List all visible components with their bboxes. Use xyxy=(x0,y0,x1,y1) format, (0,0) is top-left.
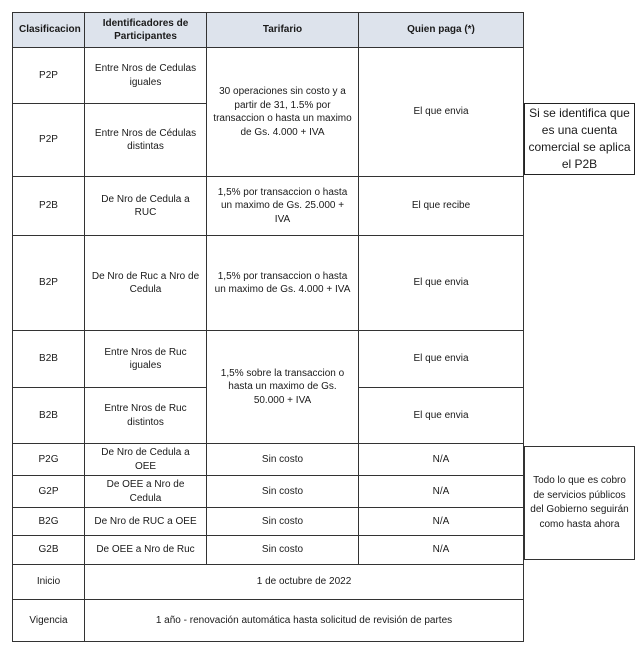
quien-paga-cell: El que envia xyxy=(359,48,524,177)
header-row xyxy=(13,13,524,48)
clasificacion-cell: P2B xyxy=(13,177,85,236)
quien-paga-cell: El que envia xyxy=(359,331,524,388)
identificador-cell: De Nro de RUC a OEE xyxy=(85,508,207,536)
tarifario-cell: Sin costo xyxy=(207,536,359,565)
table-row xyxy=(13,508,524,536)
identificador-cell: Entre Nros de Ruc iguales xyxy=(85,331,207,388)
vigencia-row xyxy=(13,600,524,642)
header-identificadores: Identificadores de Participantes xyxy=(85,13,207,48)
quien-paga-cell: El que recibe xyxy=(359,177,524,236)
tarifario-cell: 1,5% por transaccion o hasta un maximo de Gs. 25.000 + IVA xyxy=(207,177,359,236)
p2b-note xyxy=(524,103,635,175)
clasificacion-cell: P2P xyxy=(13,104,85,177)
table-row xyxy=(13,177,524,236)
clasificacion-cell: G2P xyxy=(13,476,85,508)
header-clasificacion: Clasificacion xyxy=(13,13,85,48)
tarifario-table xyxy=(12,12,524,642)
tarifario-cell: Sin costo xyxy=(207,476,359,508)
inicio-label: Inicio xyxy=(13,565,85,600)
quien-paga-cell: N/A xyxy=(359,536,524,565)
quien-paga-cell: N/A xyxy=(359,444,524,476)
vigencia-label: Vigencia xyxy=(13,600,85,642)
gobierno-note-text: Todo lo que es cobro de servicios públicos del Gobierno seguirán como hasta ahora xyxy=(530,475,629,530)
quien-paga-cell: El que envia xyxy=(359,388,524,444)
quien-paga-cell: N/A xyxy=(359,508,524,536)
identificador-cell: Entre Nros de Cédulas distintas xyxy=(85,104,207,177)
identificador-cell: De Nro de Ruc a Nro de Cedula xyxy=(85,236,207,331)
header-quien-paga: Quien paga (*) xyxy=(359,13,524,48)
table-row xyxy=(13,236,524,331)
vigencia-value: 1 año - renovación automática hasta solicitud de revisión de partes xyxy=(85,600,524,642)
gobierno-note xyxy=(524,446,635,560)
inicio-value: 1 de octubre de 2022 xyxy=(85,565,524,600)
clasificacion-cell: G2B xyxy=(13,536,85,565)
table-row xyxy=(13,331,524,388)
identificador-cell: De Nro de Cedula a RUC xyxy=(85,177,207,236)
p2b-note-text: Si se identifica que es una cuenta comercial se aplica el P2B xyxy=(528,106,631,171)
identificador-cell: De Nro de Cedula a OEE xyxy=(85,444,207,476)
tarifario-cell: 1,5% sobre la transaccion o hasta un maximo de Gs. 50.000 + IVA xyxy=(207,331,359,444)
clasificacion-cell: P2P xyxy=(13,48,85,104)
header-tarifario: Tarifario xyxy=(207,13,359,48)
tarifario-cell: Sin costo xyxy=(207,444,359,476)
table-row xyxy=(13,536,524,565)
tarifario-cell: Sin costo xyxy=(207,508,359,536)
clasificacion-cell: B2B xyxy=(13,331,85,388)
tarifario-cell: 1,5% por transaccion o hasta un maximo de Gs. 4.000 + IVA xyxy=(207,236,359,331)
identificador-cell: Entre Nros de Cedulas iguales xyxy=(85,48,207,104)
clasificacion-cell: B2G xyxy=(13,508,85,536)
tarifario-cell: 30 operaciones sin costo y a partir de 31, 1.5% por transaccion o hasta un maximo de Gs. 4.000 + IVA xyxy=(207,48,359,177)
inicio-row xyxy=(13,565,524,600)
identificador-cell: De OEE a Nro de Cedula xyxy=(85,476,207,508)
table-row xyxy=(13,48,524,104)
quien-paga-cell: N/A xyxy=(359,476,524,508)
table-row xyxy=(13,444,524,476)
identificador-cell: De OEE a Nro de Ruc xyxy=(85,536,207,565)
clasificacion-cell: B2P xyxy=(13,236,85,331)
clasificacion-cell: P2G xyxy=(13,444,85,476)
table-row xyxy=(13,476,524,508)
identificador-cell: Entre Nros de Ruc distintos xyxy=(85,388,207,444)
clasificacion-cell: B2B xyxy=(13,388,85,444)
quien-paga-cell: El que envia xyxy=(359,236,524,331)
